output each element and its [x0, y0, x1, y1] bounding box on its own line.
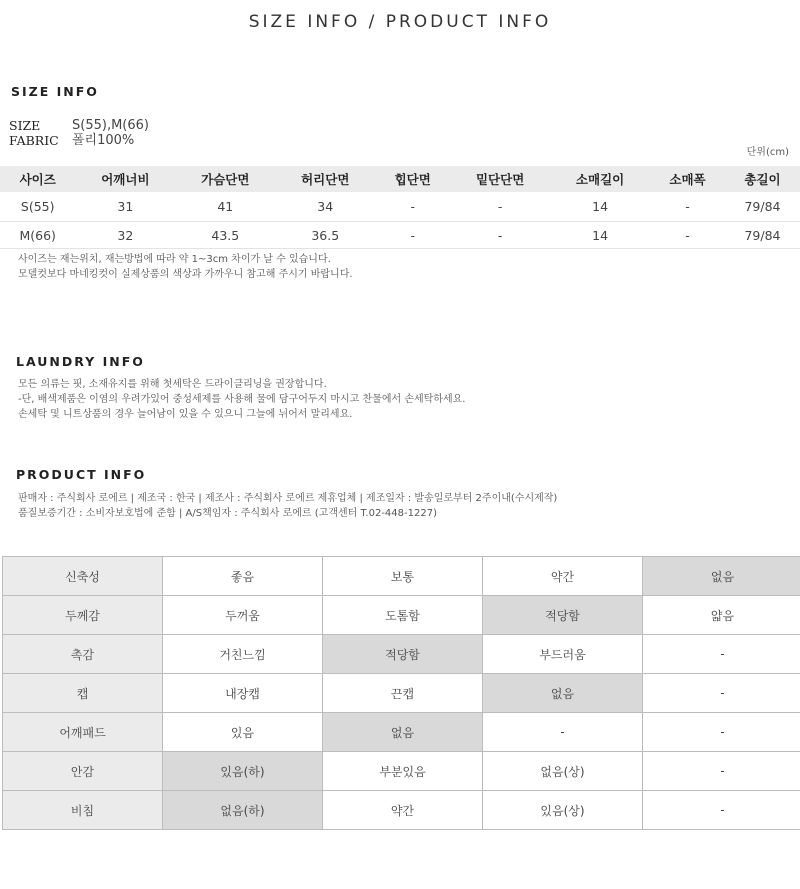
property-option: 부분있음: [323, 752, 483, 791]
product-info-title: PRODUCT INFO: [16, 467, 147, 482]
note-line: 판매자 : 주식회사 로에르 | 제조국 : 한국 | 제조사 : 주식회사 로에르 제휴업체 | 제조일자 : 발송일로부터 2주이내(수시제작): [18, 493, 558, 504]
property-option: 있음(상): [483, 791, 643, 830]
property-row: [3, 674, 800, 713]
fabric-label: FABRIC: [9, 133, 59, 148]
size-label: SIZE: [9, 118, 41, 133]
property-option: 보통: [323, 557, 483, 596]
page-title: SIZE INFO / PRODUCT INFO: [248, 12, 552, 32]
table-cell: 79/84: [725, 222, 800, 249]
property-option: -: [643, 791, 800, 830]
property-option: 적당함: [323, 635, 483, 674]
note-line: 사이즈는 재는위치, 재는방법에 따라 약 1~3cm 차이가 날 수 있습니다.: [18, 254, 331, 265]
property-option: 약간: [323, 791, 483, 830]
size-table-header-cell: 소매폭: [650, 166, 725, 192]
size-table-header-cell: 어깨너비: [75, 166, 175, 192]
property-option: 없음: [643, 557, 800, 596]
table-cell: -: [375, 222, 450, 249]
table-cell: -: [650, 192, 725, 222]
property-row: [3, 557, 800, 596]
table-cell: -: [375, 192, 450, 222]
table-cell: 14: [550, 192, 650, 222]
size-notes: [18, 252, 353, 282]
size-table-header-cell: 밑단단면: [450, 166, 550, 192]
property-option: 있음: [163, 713, 323, 752]
property-option: 부드러움: [483, 635, 643, 674]
property-row: [3, 596, 800, 635]
fabric-value: 폴리100%: [72, 133, 135, 148]
table-cell: 32: [75, 222, 175, 249]
property-option: -: [483, 713, 643, 752]
laundry-info-title: LAUNDRY INFO: [16, 354, 145, 369]
note-line: 손세탁 및 니트상품의 경우 늘어남이 있을 수 있으니 그늘에 뉘어서 말리세요.: [18, 409, 353, 420]
property-label: 촉감: [3, 635, 163, 674]
property-option: 거친느낌: [163, 635, 323, 674]
property-label: 캡: [3, 674, 163, 713]
property-option: 얇음: [643, 596, 800, 635]
table-cell: 31: [75, 192, 175, 222]
size-table-header-cell: 가슴단면: [175, 166, 275, 192]
property-label: 두께감: [3, 596, 163, 635]
property-option: 적당함: [483, 596, 643, 635]
size-table-header-cell: 총길이: [725, 166, 800, 192]
product-notes: [18, 491, 557, 521]
property-option: 없음: [323, 713, 483, 752]
property-label: 어깨패드: [3, 713, 163, 752]
table-cell: -: [450, 222, 550, 249]
property-option: -: [643, 674, 800, 713]
property-label: 비침: [3, 791, 163, 830]
fabric-spec-row: [9, 133, 149, 148]
note-line: -단, 배색제품은 이염의 우려가있어 중성세제를 사용해 물에 담구어두지 마시고 찬물에서 손세탁하세요.: [18, 394, 466, 405]
property-label: 안감: [3, 752, 163, 791]
table-row: [0, 222, 800, 249]
property-option: 끈캡: [323, 674, 483, 713]
table-cell: 14: [550, 222, 650, 249]
property-option: -: [643, 635, 800, 674]
property-option: -: [643, 752, 800, 791]
size-table-header-cell: 소매길이: [550, 166, 650, 192]
size-spec: [9, 118, 149, 148]
property-row: [3, 752, 800, 791]
property-option: -: [643, 713, 800, 752]
property-option: 내장캡: [163, 674, 323, 713]
property-row: [3, 791, 800, 830]
property-option: 두꺼움: [163, 596, 323, 635]
size-spec-row: [9, 118, 149, 133]
property-option: 없음: [483, 674, 643, 713]
property-option: 없음(상): [483, 752, 643, 791]
table-cell: 79/84: [725, 192, 800, 222]
property-row: [3, 635, 800, 674]
size-table: [0, 166, 800, 249]
table-cell: S(55): [0, 192, 75, 222]
size-info-title: SIZE INFO: [11, 84, 99, 99]
note-line: 품질보증기간 : 소비자보호법에 준함 | A/S책임자 : 주식회사 로에르 (고객센터 T.02-448-1227): [18, 508, 437, 519]
size-table-header-cell: 힙단면: [375, 166, 450, 192]
size-table-header-cell: 사이즈: [0, 166, 75, 192]
table-cell: 34: [275, 192, 375, 222]
table-cell: 43.5: [175, 222, 275, 249]
table-cell: 36.5: [275, 222, 375, 249]
property-option: 도톰함: [323, 596, 483, 635]
table-cell: -: [650, 222, 725, 249]
property-option: 있음(하): [163, 752, 323, 791]
property-row: [3, 713, 800, 752]
note-line: 모델컷보다 마네킹컷이 실제상품의 색상과 가까우니 참고해 주시기 바랍니다.: [18, 269, 353, 280]
size-table-header-cell: 허리단면: [275, 166, 375, 192]
table-row: [0, 192, 800, 222]
properties-table: [2, 556, 800, 830]
property-label: 신축성: [3, 557, 163, 596]
size-table-header: [0, 166, 800, 192]
laundry-notes: [18, 377, 465, 422]
property-option: 없음(하): [163, 791, 323, 830]
table-cell: 41: [175, 192, 275, 222]
property-option: 좋음: [163, 557, 323, 596]
property-option: 약간: [483, 557, 643, 596]
note-line: 모든 의류는 핏, 소재유지를 위해 첫세탁은 드라이클리닝을 권장합니다.: [18, 379, 327, 390]
table-cell: -: [450, 192, 550, 222]
table-cell: M(66): [0, 222, 75, 249]
unit-label: 단위(cm): [746, 147, 789, 158]
size-value: S(55),M(66): [72, 118, 149, 133]
